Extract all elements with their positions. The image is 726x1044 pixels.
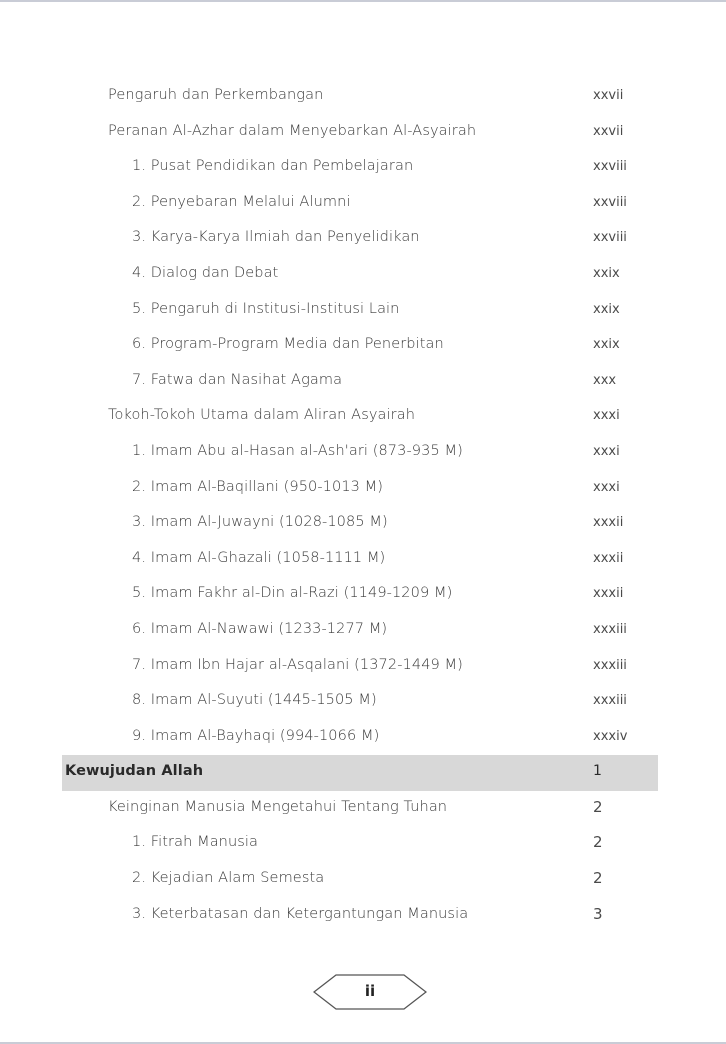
toc-entry[interactable] [62,542,658,578]
toc-entry[interactable] [62,471,658,507]
toc-entry[interactable] [62,898,658,934]
toc-entry-page: xxxi [593,408,620,424]
toc-entry-title: 7. Fatwa dan Nasihat Agama [132,371,343,388]
toc-entry-page: 2 [593,833,603,852]
toc-entry-title: 2. Penyebaran Melalui Alumni [132,193,351,210]
toc-entry-title: 5. Imam Fakhr al-Din al-Razi (1149-1209 M) [132,585,453,602]
toc-entry-title: 1. Fitrah Manusia [132,834,259,851]
table-of-contents [62,79,658,933]
toc-entry[interactable] [62,257,658,293]
toc-entry-page: xxxiv [593,728,628,744]
toc-entry[interactable] [62,791,658,827]
toc-entry-page: xxix [593,301,620,317]
toc-entry-title: 3. Imam Al-Juwayni (1028-1085 M) [132,514,388,531]
toc-chapter-title: Kewujudan Allah [65,763,204,780]
toc-entry-title: Tokoh-Tokoh Utama dalam Aliran Asyairah [108,407,415,424]
toc-entry-title: 3. Keterbatasan dan Ketergantungan Manusia [132,905,469,922]
toc-entry[interactable] [62,79,658,115]
toc-entry-page: xxviii [593,194,627,210]
toc-entry-title: 4. Imam Al-Ghazali (1058-1111 M) [132,549,386,566]
toc-chapter-entry[interactable] [62,755,658,791]
toc-entry-title: Peranan Al-Azhar dalam Menyebarkan Al-Asyairah [108,122,477,139]
toc-entry[interactable] [62,328,658,364]
page-number: ii [364,982,376,1000]
toc-entry-page: xxxii [593,586,624,602]
toc-entry-title: 7. Imam Ibn Hajar al-Asqalani (1372-1449 M) [132,656,463,673]
toc-entry-page: xxvii [593,88,624,103]
toc-entry-title: 8. Imam Al-Suyuti (1445-1505 M) [132,692,377,709]
toc-entry-page: xxvii [593,123,624,139]
toc-entry-page: xxviii [593,230,627,246]
page-number-badge [313,969,427,1015]
toc-entry-page: xxviii [593,159,627,175]
toc-entry-title: 2. Imam Al-Baqillani (950-1013 M) [132,478,384,495]
toc-entry-page: 3 [593,904,603,923]
toc-entry-title: Pengaruh dan Perkembangan [108,87,324,103]
toc-entry-page: xxxiii [593,621,627,637]
toc-chapter-page: 1 [593,763,602,780]
toc-entry[interactable] [62,186,658,222]
toc-entry-title: 4. Dialog dan Debat [132,264,279,281]
toc-entry[interactable] [62,115,658,151]
toc-entry-title: 5. Pengaruh di Institusi-Institusi Lain [132,300,400,317]
toc-entry-title: 9. Imam Al-Bayhaqi (994-1066 M) [132,727,380,744]
top-border-line [0,0,726,2]
toc-entry-page: 2 [593,869,603,888]
toc-entry[interactable] [62,826,658,862]
toc-entry-page: xxxii [593,515,624,531]
toc-entry-page: xxix [593,265,620,281]
toc-entry[interactable] [62,577,658,613]
toc-entry-title: 1. Pusat Pendidikan dan Pembelajaran [132,158,414,175]
toc-entry-title: 1. Imam Abu al-Hasan al-Ash'ari (873-935 M) [132,442,463,459]
toc-entry[interactable] [62,613,658,649]
toc-entry[interactable] [62,720,658,756]
toc-entry-page: xxx [593,372,617,388]
toc-entry-page: xxxii [593,550,624,566]
toc-entry-page: xxxi [593,443,620,459]
toc-entry[interactable] [62,862,658,898]
toc-entry[interactable] [62,293,658,329]
toc-entry-title: 6. Imam Al-Nawawi (1233-1277 M) [132,620,388,637]
toc-entry[interactable] [62,684,658,720]
toc-entry-page: xxxiii [593,693,627,709]
toc-entry[interactable] [62,364,658,400]
toc-entry-title: 3. Karya-Karya Ilmiah dan Penyelidikan [132,229,420,246]
toc-entry[interactable] [62,506,658,542]
toc-entry[interactable] [62,221,658,257]
toc-entry-title: 2. Kejadian Alam Semesta [132,870,325,887]
toc-entry-title: Keinginan Manusia Mengetahui Tentang Tuhan [108,798,448,815]
toc-entry-page: 2 [593,797,603,816]
toc-entry-page: xxxiii [593,657,627,673]
toc-entry[interactable] [62,399,658,435]
toc-entry[interactable] [62,150,658,186]
toc-entry[interactable] [62,435,658,471]
toc-entry-title: 6. Program-Program Media dan Penerbitan [132,336,444,353]
toc-entry[interactable] [62,649,658,685]
toc-entry-page: xxxi [593,479,620,495]
toc-entry-page: xxix [593,337,620,353]
